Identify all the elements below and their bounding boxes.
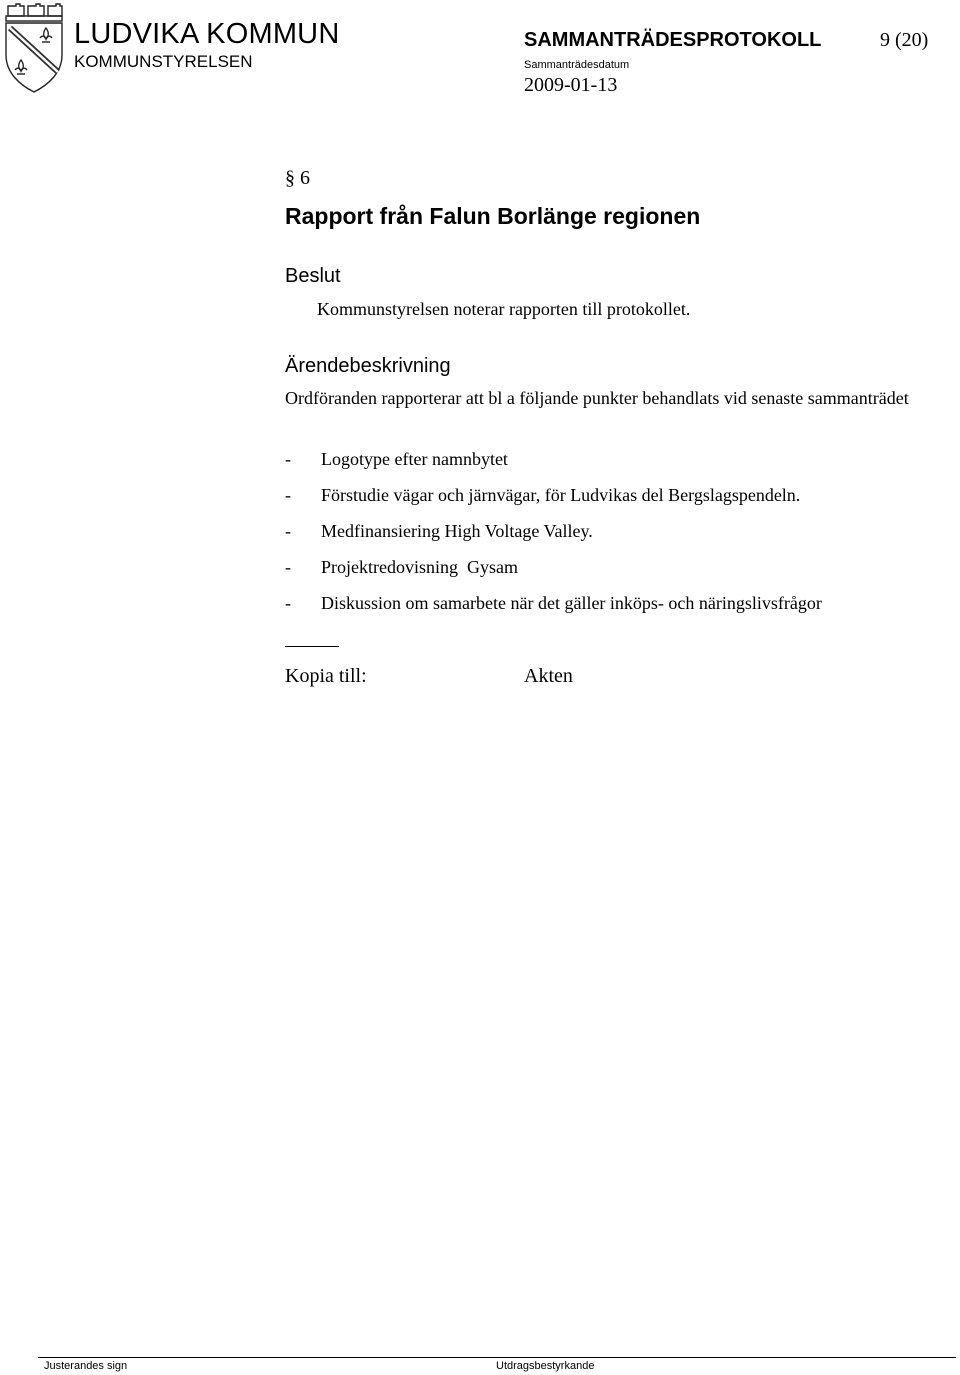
- organization-name: LUDVIKA KOMMUN: [74, 18, 340, 50]
- list-item: [285, 484, 822, 520]
- bullet-marker: -: [285, 557, 291, 577]
- page-number: 9 (20): [880, 29, 929, 51]
- footer-rule: [38, 1357, 956, 1358]
- decision-heading: Beslut: [285, 265, 341, 287]
- list-item: [285, 592, 822, 628]
- list-item-text: Diskussion om samarbete när det gäller inköps- och näringslivsfrågor: [321, 593, 822, 613]
- list-item-text: Logotype efter namnbytet: [321, 449, 508, 469]
- bullet-marker: -: [285, 485, 291, 505]
- document-type: SAMMANTRÄDESPROTOKOLL: [524, 29, 822, 51]
- list-item-text: Medfinansiering High Voltage Valley.: [321, 521, 593, 541]
- list-item: [285, 520, 822, 556]
- description-intro: Ordföranden rapporterar att bl a följande punkter behandlats vid senaste sammanträdet: [285, 388, 909, 408]
- footer-adjuster-signature-label: Justerandes sign: [44, 1360, 128, 1372]
- meeting-date-label: Sammanträdesdatum: [524, 59, 630, 71]
- decision-text: Kommunstyrelsen noterar rapporten till protokollet.: [317, 299, 691, 319]
- list-item-text: Projektredovisning Gysam: [321, 557, 518, 577]
- agenda-item-list: [285, 448, 822, 628]
- municipality-crest-logo: [2, 2, 66, 94]
- list-item: [285, 556, 822, 592]
- footer-extract-certification-label: Utdragsbestyrkande: [496, 1360, 595, 1372]
- bullet-marker: -: [285, 593, 291, 613]
- copy-to-label: Kopia till:: [285, 665, 367, 687]
- meeting-date: 2009-01-13: [524, 74, 618, 96]
- list-item-text: Förstudie vägar och järnvägar, för Ludvikas del Bergslagspendeln.: [321, 485, 801, 505]
- bullet-marker: -: [285, 449, 291, 469]
- section-title: Rapport från Falun Borlänge regionen: [285, 203, 701, 229]
- copy-to-value: Akten: [524, 665, 573, 687]
- list-item: [285, 448, 822, 484]
- section-end-rule: [285, 646, 339, 647]
- description-heading: Ärendebeskrivning: [285, 355, 451, 377]
- organization-unit: KOMMUNSTYRELSEN: [74, 52, 253, 71]
- bullet-marker: -: [285, 521, 291, 541]
- section-number: § 6: [285, 167, 310, 189]
